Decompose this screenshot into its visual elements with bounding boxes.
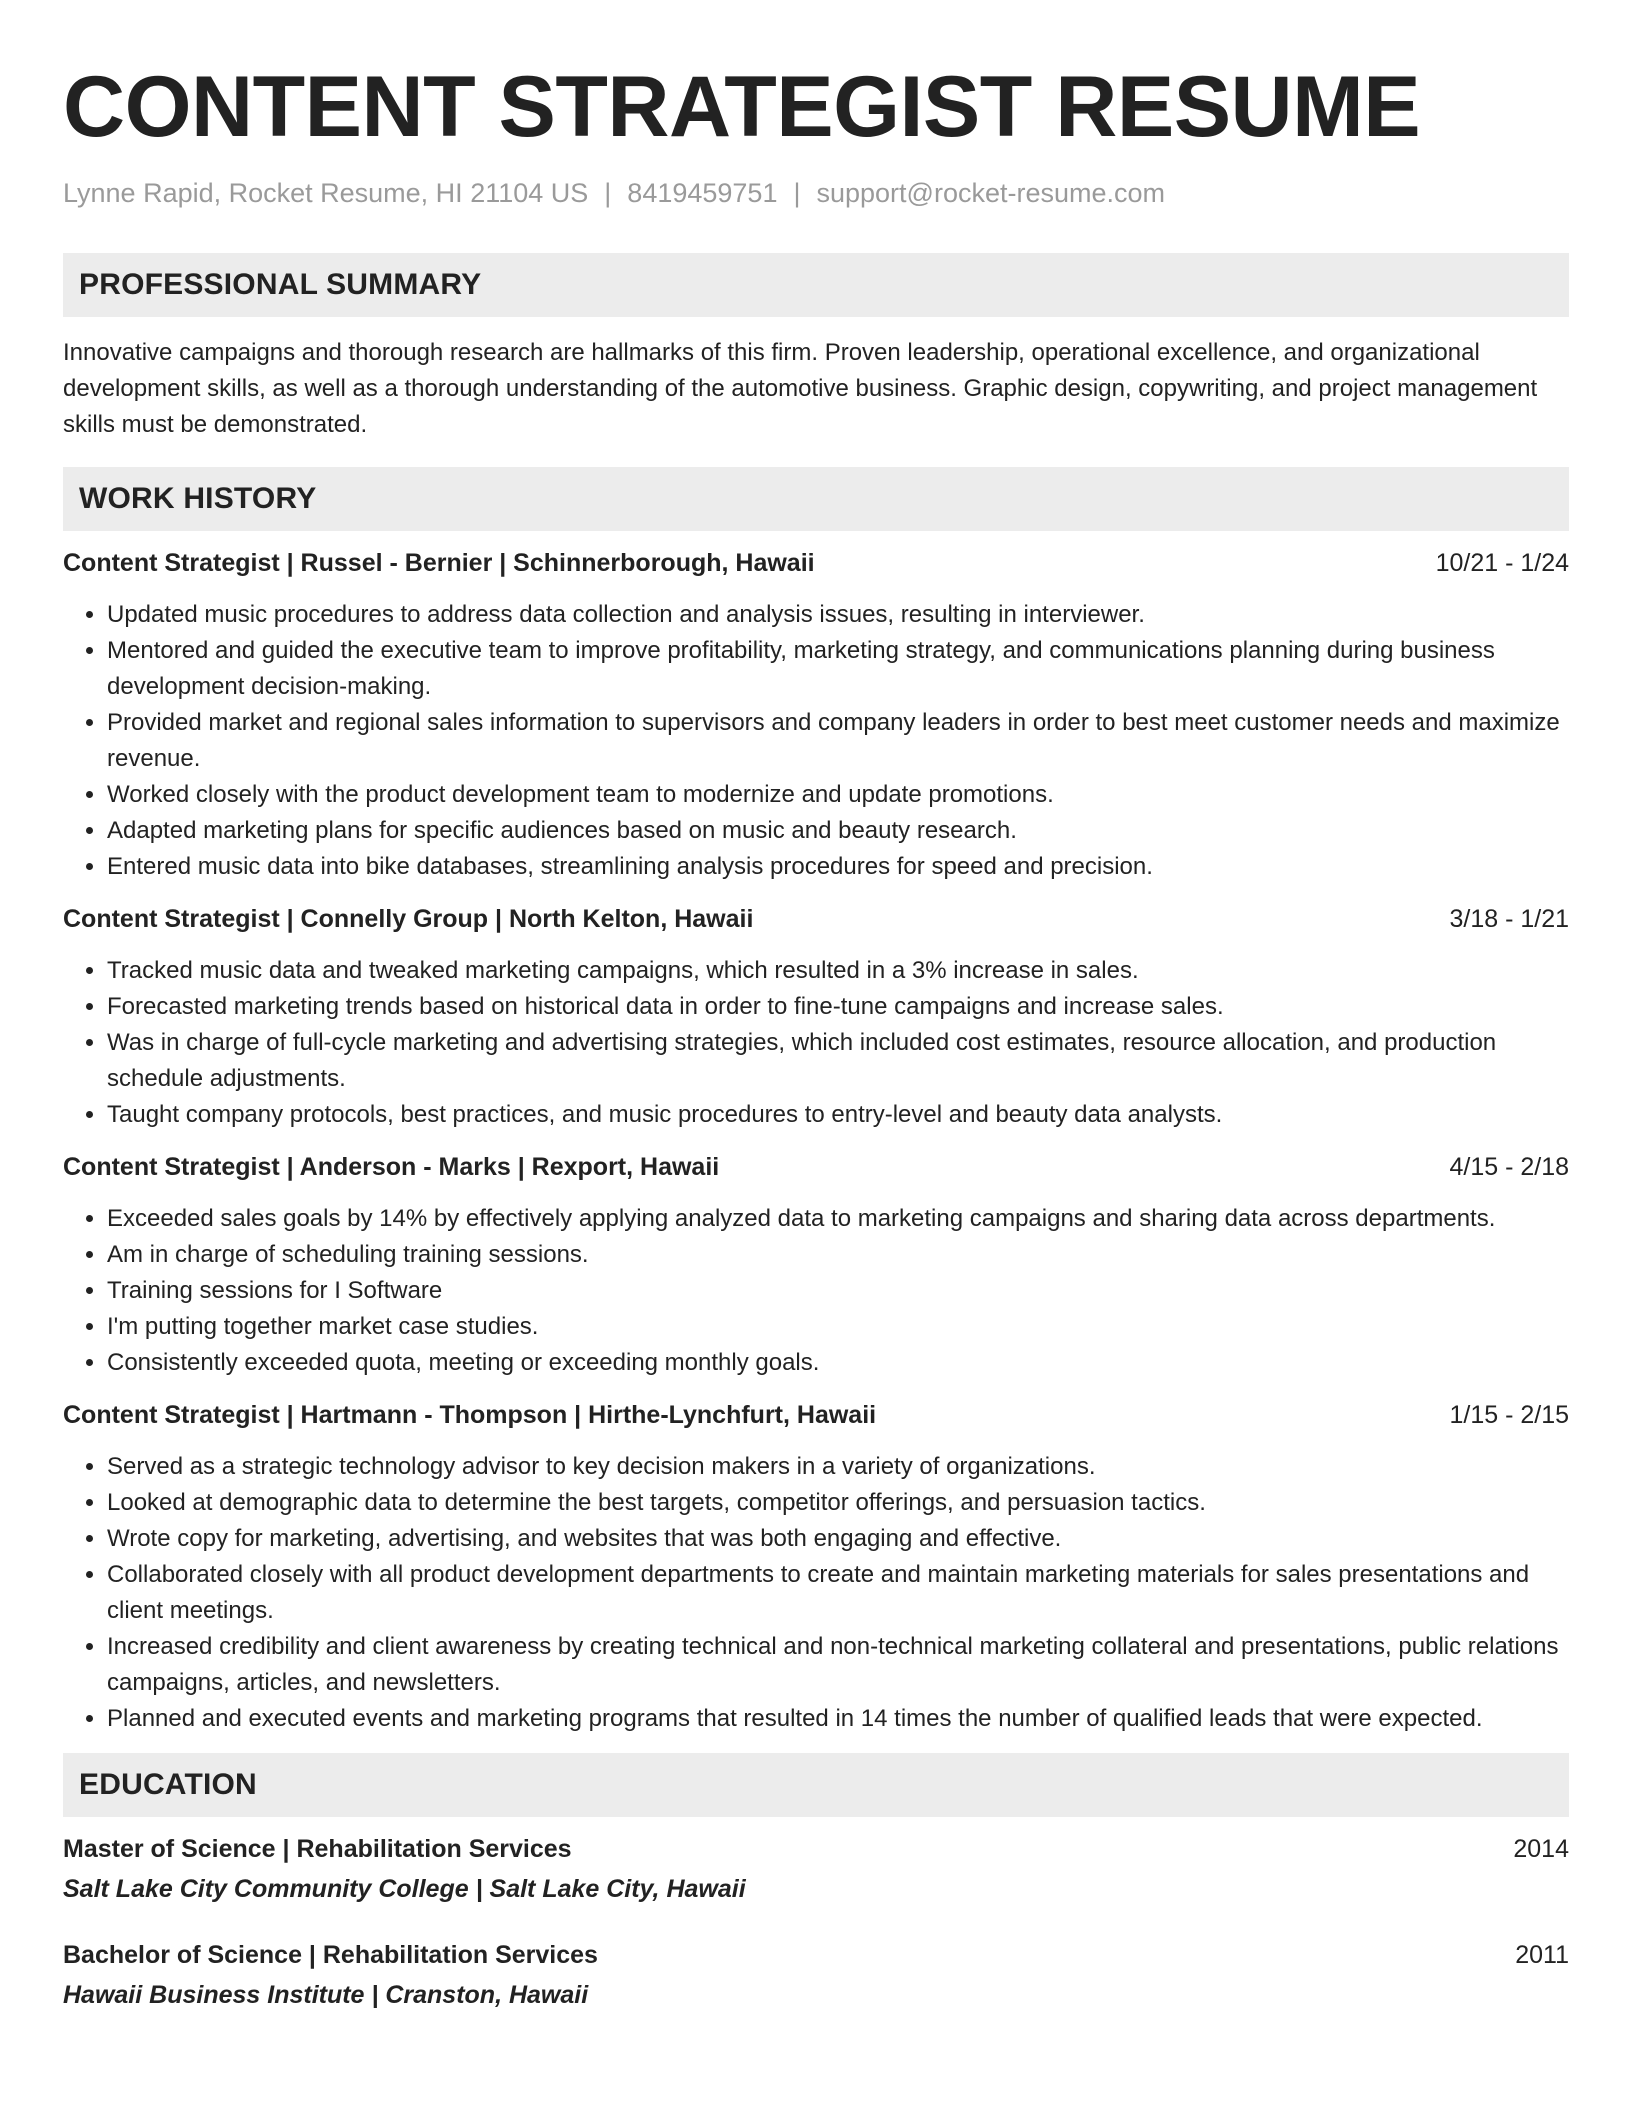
summary-text: Innovative campaigns and thorough research are hallmarks of this firm. Proven leadership, operational excellence, and organizational development skills, as well as a thorough understanding of the automotive business. Graphic design, copywriting, and project management skills must be demonstrated. <box>63 339 1538 438</box>
job-bullet: • Provided market and regional sales information to supervisors and company leaders in order to best meet customer needs and maximize revenue. <box>107 705 1569 777</box>
summary-section-header: PROFESSIONAL SUMMARY <box>63 253 1569 317</box>
contact-email: support@rocket-resume.com <box>816 178 1166 208</box>
job-bullet: • Planned and executed events and marketing programs that resulted in 14 times the number of qualified leads that were expected. <box>107 1701 1569 1737</box>
job-title: Content Strategist | Connelly Group | North Kelton, Hawaii <box>63 905 754 933</box>
contact-phone: 8419459751 <box>627 178 778 208</box>
degree-title: Master of Science | Rehabilitation Services <box>63 1835 572 1863</box>
degree-year: 2014 <box>1513 1835 1569 1863</box>
job-dates: 3/18 - 1/21 <box>1449 905 1569 933</box>
job-title: Content Strategist | Hartmann - Thompson | Hirthe-Lynchfurt, Hawaii <box>63 1401 877 1429</box>
contact-line <box>63 175 1569 211</box>
degree-title: Bachelor of Science | Rehabilitation Services <box>63 1941 598 1969</box>
contact-address: Lynne Rapid, Rocket Resume, HI 21104 US <box>63 178 589 208</box>
job-bullet: • Served as a strategic technology advisor to key decision makers in a variety of organizations. <box>107 1449 1569 1485</box>
job-bullet: • Increased credibility and client awareness by creating technical and non-technical marketing collateral and presentations, public relations campaigns, articles, and newsletters. <box>107 1629 1569 1701</box>
job-bullet: • Tracked music data and tweaked marketing campaigns, which resulted in a 3% increase in sales. <box>107 953 1569 989</box>
job-bullet: • Worked closely with the product development team to modernize and update promotions. <box>107 777 1569 813</box>
job-bullet: • Forecasted marketing trends based on historical data in order to fine-tune campaigns and increase sales. <box>107 989 1569 1025</box>
job-bullets <box>63 1201 1569 1381</box>
contact-separator: | <box>793 178 801 208</box>
job-bullets <box>63 597 1569 885</box>
school-name: Hawaii Business Institute | Cranston, Hawaii <box>63 1981 589 2009</box>
job-bullet: • Consistently exceeded quota, meeting or exceeding monthly goals. <box>107 1345 1569 1381</box>
education-section-header: EDUCATION <box>63 1753 1569 1817</box>
job-bullet: • Am in charge of scheduling training sessions. <box>107 1237 1569 1273</box>
job-dates: 1/15 - 2/15 <box>1449 1401 1569 1429</box>
job-bullet: • Was in charge of full-cycle marketing and advertising strategies, which included cost estimates, resource allocation, and production schedule adjustments. <box>107 1025 1569 1097</box>
job-bullet: • Taught company protocols, best practices, and music procedures to entry-level and beauty data analysts. <box>107 1097 1569 1133</box>
job-title: Content Strategist | Russel - Bernier | Schinnerborough, Hawaii <box>63 549 815 577</box>
job-entry <box>63 545 1569 885</box>
job-bullet: • Looked at demographic data to determine the best targets, competitor offerings, and persuasion tactics. <box>107 1485 1569 1521</box>
job-bullets <box>63 953 1569 1133</box>
education-entry <box>63 1831 1569 1907</box>
education-entry <box>63 1937 1569 2013</box>
job-title: Content Strategist | Anderson - Marks | Rexport, Hawaii <box>63 1153 720 1181</box>
job-bullet: • Exceeded sales goals by 14% by effectively applying analyzed data to marketing campaigns and sharing data across departments. <box>107 1201 1569 1237</box>
job-dates: 4/15 - 2/18 <box>1449 1153 1569 1181</box>
job-bullet: • Entered music data into bike databases, streamlining analysis procedures for speed and precision. <box>107 849 1569 885</box>
job-entry <box>63 901 1569 1133</box>
job-entry <box>63 1397 1569 1737</box>
job-bullet: • Wrote copy for marketing, advertising, and websites that was both engaging and effective. <box>107 1521 1569 1557</box>
job-dates: 10/21 - 1/24 <box>1435 549 1569 577</box>
degree-year: 2011 <box>1515 1941 1569 1969</box>
job-bullet: • I'm putting together market case studies. <box>107 1309 1569 1345</box>
job-bullet: • Mentored and guided the executive team to improve profitability, marketing strategy, and communications planning during business development decision-making. <box>107 633 1569 705</box>
contact-separator: | <box>604 178 612 208</box>
job-entry <box>63 1149 1569 1381</box>
job-bullet: • Adapted marketing plans for specific audiences based on music and beauty research. <box>107 813 1569 849</box>
resume-title: CONTENT STRATEGIST RESUME <box>63 59 1421 155</box>
job-bullet: • Updated music procedures to address data collection and analysis issues, resulting in interviewer. <box>107 597 1569 633</box>
school-name: Salt Lake City Community College | Salt Lake City, Hawaii <box>63 1875 746 1903</box>
job-bullet: • Training sessions for I Software <box>107 1273 1569 1309</box>
job-bullets <box>63 1449 1569 1737</box>
work-history-section-header: WORK HISTORY <box>63 467 1569 531</box>
job-bullet: • Collaborated closely with all product development departments to create and maintain marketing materials for sales presentations and client meetings. <box>107 1557 1569 1629</box>
